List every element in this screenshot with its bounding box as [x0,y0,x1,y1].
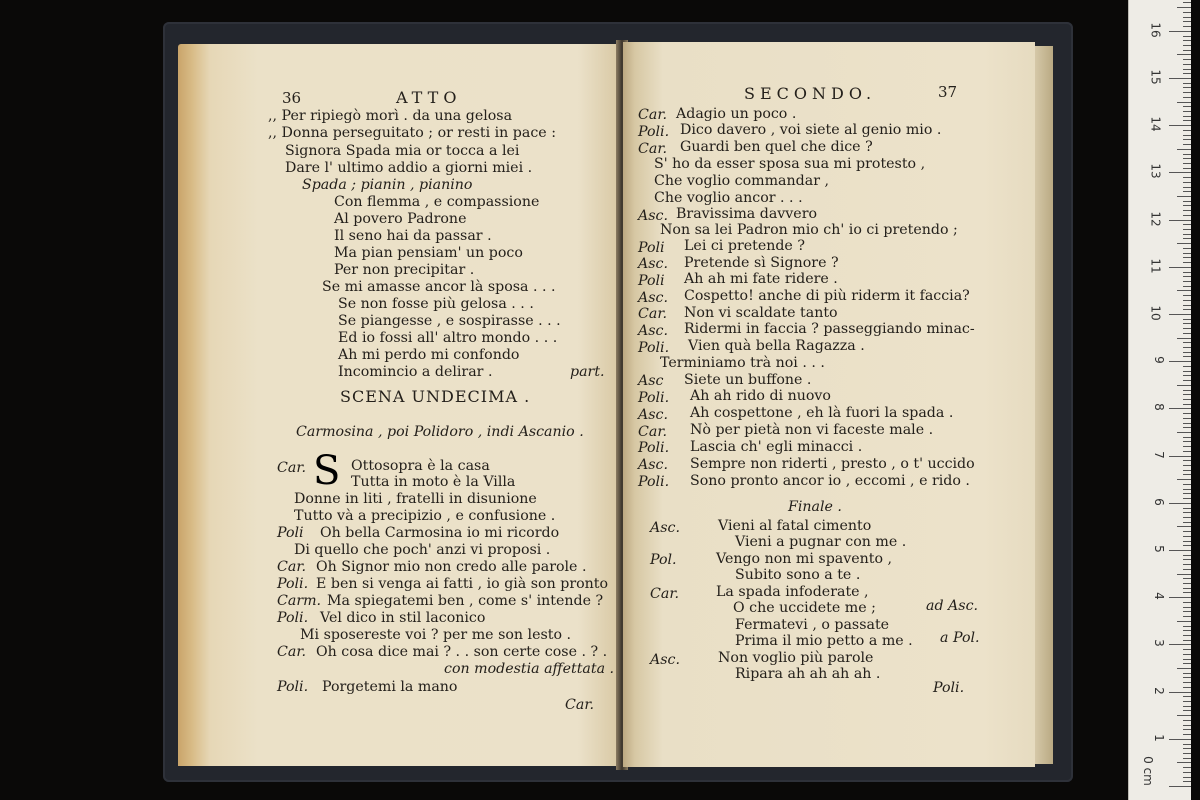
ruler-tick [1183,135,1191,136]
ruler-tick [1183,111,1191,112]
finale-title: Finale . [788,499,842,515]
ruler-tick [1183,626,1191,627]
ruler-tick [1183,130,1191,131]
ruler-tick [1183,569,1191,570]
ruler-tick [1183,710,1191,711]
speaker-label: Poli. [638,440,670,456]
ruler-tick [1177,479,1191,480]
ruler-tick [1169,739,1191,740]
ruler-tick [1169,786,1191,787]
finale-line: Vieni a pugnar con me . [735,534,907,550]
speaker-label: Asc. [638,407,668,423]
ruler-tick [1183,366,1191,367]
ruler-tick [1183,649,1191,650]
ruler-tick [1183,517,1191,518]
catchword: Poli. [933,680,965,696]
ruler-tick [1183,418,1191,419]
ruler-tick [1183,97,1191,98]
measurement-ruler [1128,0,1191,800]
ruler-tick [1183,168,1191,169]
ruler-tick [1183,493,1191,494]
speaker-label: Poli. [277,576,309,592]
dialogue-line: Che voglio commandar , [654,173,829,189]
verse-line: Signora Spada mia or tocca a lei [285,143,520,159]
ruler-tick [1183,229,1191,230]
ruler-tick [1183,394,1191,395]
ruler-tick [1183,2,1191,3]
ruler-tick [1183,630,1191,631]
speaker-label: Asc. [638,208,668,224]
speaker-label: Poli [277,525,304,541]
ruler-tick [1183,182,1191,183]
dialogue-line: Non sa lei Padron mio ch' io ci pretendo ; [660,222,958,238]
ruler-tick [1183,17,1191,18]
verse-line: Incomincio a delirar . [338,364,493,380]
dialogue-line: Pretende sì Signore ? [684,255,839,271]
ruler-label: 14 [1148,116,1163,132]
ruler-tick [1183,616,1191,617]
ruler-tick [1183,295,1191,296]
speaker-label: Poli [638,240,665,256]
ruler-tick [1183,356,1191,357]
ruler-tick [1183,187,1191,188]
dialogue-line: Non vi scaldate tanto [684,305,838,321]
ruler-tick [1183,234,1191,235]
dialogue-line: Ridermi in faccia ? passeggiando minac- [684,321,975,337]
ruler-tick [1183,163,1191,164]
finale-line: Vengo non mi spavento , [716,551,893,567]
ruler-label: 5 [1152,545,1167,553]
stage-direction: a Pol. [940,630,980,646]
ruler-tick [1183,177,1191,178]
verse-line: Se piangesse , e sospirasse . . . [338,313,561,329]
ruler-tick [1183,323,1191,324]
drop-cap: S [313,448,341,494]
ruler-tick [1183,536,1191,537]
ruler-tick [1183,286,1191,287]
ruler-tick [1183,210,1191,211]
ruler-tick [1183,253,1191,254]
ruler-tick [1183,45,1191,46]
ruler-tick [1183,602,1191,603]
dialogue-line: Oh Signor mio non credo alle parole . [316,559,587,575]
ruler-tick [1169,456,1191,457]
ruler-tick [1183,564,1191,565]
ruler-tick [1183,465,1191,466]
ruler-tick [1183,706,1191,707]
ruler-tick [1183,541,1191,542]
ruler-label: 10 [1148,305,1163,321]
ruler-label: 13 [1148,163,1163,180]
ruler-tick [1177,54,1191,55]
ruler-tick [1177,196,1191,197]
verse-line: Il seno hai da passar . [334,228,492,244]
ruler-tick [1183,611,1191,612]
speaker-label: Asc. [638,256,668,272]
ruler-tick [1183,92,1191,93]
ruler-tick [1183,248,1191,249]
verse-line: Se mi amasse ancor là sposa . . . [322,279,556,295]
dialogue-line: Donne in liti , fratelli in disunione [294,491,537,507]
ruler-tick [1183,262,1191,263]
verse-line: Se non fosse più gelosa . . . [338,296,534,312]
ruler-tick [1177,715,1191,716]
ruler-tick [1183,40,1191,41]
ruler-tick [1183,73,1191,74]
ruler-tick [1183,59,1191,60]
dialogue-line: Di quello che poch' anzi vi proposi . [294,542,551,558]
ruler-tick [1169,503,1191,504]
ruler-tick [1183,701,1191,702]
dialogue-line: Sono pronto ancor io , eccomi , e rido . [690,473,970,489]
ruler-tick [1183,484,1191,485]
dialogue-line: E ben si venga ai fatti , io già son pronto [316,576,609,592]
ruler-tick [1169,267,1191,268]
ruler-tick [1183,531,1191,532]
ruler-tick [1169,692,1191,693]
ruler-tick [1183,26,1191,27]
dialogue-line: Ottosopra è la casa [351,458,490,474]
ruler-tick [1183,205,1191,206]
ruler-tick [1183,451,1191,452]
ruler-tick [1183,12,1191,13]
finale-line: Subito sono a te . [735,567,861,583]
speaker-label: Asc. [650,652,680,668]
ruler-tick [1183,64,1191,65]
ruler-label: 7 [1152,450,1167,459]
ruler-tick [1169,597,1191,598]
speaker-label: Car. [650,586,680,602]
dialogue-line: Siete un buffone . [684,372,812,388]
dialogue-line: Mi sposereste voi ? per me son lesto . [300,627,572,643]
dialogue-line: Ah ah mi fate ridere . [684,271,838,287]
ruler-label: 15 [1148,69,1163,85]
ruler-tick [1169,644,1191,645]
finale-line: Non voglio più parole [718,650,874,666]
dialogue-line: Vel dico in stil laconico [320,610,486,626]
ruler-tick [1183,305,1191,306]
ruler-tick [1183,673,1191,674]
running-header-right: SECONDO. [744,84,877,103]
ruler-tick [1183,281,1191,282]
ruler-tick [1183,257,1191,258]
speaker-label: Car. [638,107,668,123]
finale-line: Vieni al fatal cimento [718,518,872,534]
ruler-tick [1183,375,1191,376]
ruler-tick [1183,767,1191,768]
ruler-tick [1183,390,1191,391]
ruler-tick [1183,309,1191,310]
ruler-tick [1183,139,1191,140]
speaker-label: Car. [277,559,307,575]
ruler-tick [1183,753,1191,754]
ruler-tick [1183,272,1191,273]
ruler-tick [1183,659,1191,660]
dialogue-line: Porgetemi la mano [322,679,458,695]
dialogue-line: Tutta in moto è la Villa [351,474,516,490]
ruler-tick [1177,385,1191,386]
ruler-tick [1183,725,1191,726]
page-number-left: 36 [282,89,302,107]
ruler-tick [1177,762,1191,763]
speaker-label: Poli. [638,474,670,490]
ruler-label: 12 [1148,210,1163,227]
ruler-tick [1183,446,1191,447]
ruler-tick [1169,78,1191,79]
ruler-tick [1183,777,1191,778]
ruler-tick [1183,744,1191,745]
ruler-tick [1183,201,1191,202]
speaker-label: Asc [638,373,664,389]
ruler-tick [1183,300,1191,301]
ruler-tick [1183,772,1191,773]
ruler-tick [1183,512,1191,513]
ruler-tick [1183,158,1191,159]
ruler-tick [1169,314,1191,315]
speaker-label: Poli. [277,679,309,695]
ruler-tick [1183,729,1191,730]
speaker-label: Car. [638,141,668,157]
scene-title: SCENA UNDECIMA . [340,387,531,406]
ruler-tick [1183,342,1191,343]
dialogue-line: Ma spiegatemi ben , come s' intende ? [327,593,604,609]
ruler-tick [1183,559,1191,560]
ruler-label: 0 cm [1141,756,1156,786]
ruler-tick [1183,319,1191,320]
ruler-tick [1177,243,1191,244]
ruler-tick [1183,758,1191,759]
ruler-tick [1169,220,1191,221]
dialogue-line: Oh cosa dice mai ? . . son certe cose . ? . [316,644,608,660]
ruler-tick [1183,404,1191,405]
finale-line: Fermatevi , o passate [735,617,890,633]
ruler-tick [1183,116,1191,117]
dialogue-line: Vien quà bella Ragazza . [688,338,865,354]
ruler-tick [1183,427,1191,428]
dialogue-line: Cospetto! anche di più riderm it faccia? [684,288,970,304]
ruler-tick [1183,380,1191,381]
ruler-tick [1183,441,1191,442]
speaker-label: Poli [638,273,665,289]
ruler-tick [1183,120,1191,121]
dialogue-line: Bravissima davvero [676,206,818,222]
ruler-tick [1177,432,1191,433]
speaker-label: Carm. [277,593,322,609]
dialogue-line: Oh bella Carmosina io mi ricordo [320,525,560,541]
dialogue-line: Guardi ben quel che dice ? [680,139,873,155]
ruler-tick [1177,149,1191,150]
ruler-tick [1177,574,1191,575]
verse-line: Spada ; pianin , pianino [302,177,473,193]
speaker-label: Pol. [650,552,677,568]
ruler-tick [1183,654,1191,655]
ruler-tick [1183,83,1191,84]
catchword: Car. [565,697,595,713]
ruler-tick [1183,508,1191,509]
scene-characters: Carmosina , poi Polidoro , indi Ascanio . [296,424,584,440]
dialogue-line: Nò per pietà non vi faceste male . [690,422,934,438]
ruler-tick [1183,696,1191,697]
ruler-tick [1169,361,1191,362]
ruler-label: 1 [1152,733,1167,742]
ruler-tick [1183,154,1191,155]
finale-line: O che uccidete me ; [733,600,876,616]
ruler-tick [1183,578,1191,579]
ruler-tick [1183,399,1191,400]
ruler-tick [1183,640,1191,641]
ruler-tick [1183,635,1191,636]
ruler-tick [1183,21,1191,22]
ruler-tick [1183,489,1191,490]
speaker-label: Car. [277,460,307,476]
dialogue-line: Lei ci pretende ? [684,238,805,254]
ruler-tick [1183,748,1191,749]
speaker-label: Poli. [638,340,670,356]
ruler-tick [1183,413,1191,414]
verse-line: Dare l' ultimo addio a giorni miei . [285,160,533,176]
ruler-tick [1183,328,1191,329]
stage-direction: part. [570,364,605,380]
ruler-label: 4 [1152,592,1167,601]
dialogue-line: Tutto và a precipizio , e confusione . [294,508,556,524]
ruler-tick [1183,460,1191,461]
ruler-tick [1183,470,1191,471]
ruler-tick [1183,734,1191,735]
verse-line: Ed io fossi all' altro mondo . . . [338,330,558,346]
verse-line: Ah mi perdo mi confondo [338,347,520,363]
ruler-tick [1183,677,1191,678]
ruler-tick [1183,522,1191,523]
ruler-tick [1183,498,1191,499]
dialogue-line: Lascia ch' egli minacci . [690,439,863,455]
ruler-tick [1183,592,1191,593]
ruler-tick [1183,36,1191,37]
ruler-tick [1183,663,1191,664]
speaker-label: Asc. [638,323,668,339]
ruler-tick [1183,69,1191,70]
speaker-label: Car. [638,424,668,440]
ruler-tick [1177,526,1191,527]
ruler-tick [1183,583,1191,584]
verse-line: Al povero Padrone [334,211,467,227]
ruler-tick [1169,125,1191,126]
speaker-label: Poli. [638,390,670,406]
verse-line: Con flemma , e compassione [334,194,540,210]
ruler-tick [1183,347,1191,348]
finale-line: La spada infoderate , [716,584,869,600]
ruler-tick [1183,720,1191,721]
ruler-tick [1177,621,1191,622]
ruler-tick [1183,191,1191,192]
ruler-label: 3 [1152,639,1167,648]
ruler-tick [1183,106,1191,107]
ruler-tick [1177,102,1191,103]
finale-line: Ripara ah ah ah ah . [735,666,881,682]
ruler-tick [1177,7,1191,8]
running-header-left: ATTO [396,88,462,107]
speaker-label: Asc. [638,290,668,306]
ruler-tick [1183,352,1191,353]
ruler-tick [1183,588,1191,589]
verse-line: ,, Per ripiegò morì . da una gelosa [268,108,513,124]
dialogue-line: Terminiamo trà noi . . . [660,355,825,371]
dialogue-line: S' ho da esser sposa sua mi protesto , [654,156,926,172]
ruler-label: 11 [1148,258,1163,274]
ruler-tick [1183,474,1191,475]
ruler-tick [1169,408,1191,409]
speaker-label: Car. [638,306,668,322]
ruler-tick [1169,172,1191,173]
dialogue-line: Ah ah rido di nuovo [690,388,831,404]
ruler-tick [1183,276,1191,277]
ruler-tick [1183,371,1191,372]
ruler-tick [1169,550,1191,551]
ruler-tick [1177,338,1191,339]
dialogue-line: Che voglio ancor . . . [654,190,803,206]
speaker-label: Poli. [638,124,670,140]
dialogue-line: Ah cospettone , eh là fuori la spada . [690,405,954,421]
ruler-tick [1183,437,1191,438]
dialogue-line: Adagio un poco . [676,106,797,122]
ruler-tick [1169,31,1191,32]
speaker-label: Asc. [650,520,680,536]
verse-line: Per non precipitar . [334,262,475,278]
ruler-tick [1183,545,1191,546]
ruler-label: 2 [1152,686,1167,695]
ruler-tick [1183,687,1191,688]
page-block-edge [1035,46,1053,764]
ruler-tick [1183,224,1191,225]
ruler-tick [1183,333,1191,334]
ruler-tick [1177,668,1191,669]
dialogue-line: Sempre non riderti , presto , o t' uccido [690,456,975,472]
finale-line: Prima il mio petto a me . [735,633,913,649]
ruler-tick [1183,238,1191,239]
stage-direction: ad Asc. [926,598,979,614]
ruler-label: 16 [1148,22,1163,38]
ruler-tick [1183,50,1191,51]
page-number-right: 37 [938,83,958,101]
dialogue-line: Dico davero , voi siete al genio mio . [680,122,942,138]
stage-direction: con modestia affettata . [444,661,615,677]
ruler-label: 8 [1152,403,1167,412]
speaker-label: Asc. [638,457,668,473]
ruler-tick [1183,607,1191,608]
ruler-label: 9 [1152,356,1167,365]
ruler-tick [1177,290,1191,291]
speaker-label: Poli. [277,610,309,626]
ruler-tick [1183,215,1191,216]
ruler-tick [1183,682,1191,683]
speaker-label: Car. [277,644,307,660]
ruler-tick [1183,781,1191,782]
verse-line: ,, Donna perseguitato ; or resti in pace : [268,125,556,141]
verse-line: Ma pian pensiam' un poco [334,245,523,261]
ruler-tick [1183,144,1191,145]
ruler-tick [1183,87,1191,88]
ruler-label: 6 [1152,497,1167,506]
ruler-tick [1183,423,1191,424]
ruler-tick [1183,555,1191,556]
